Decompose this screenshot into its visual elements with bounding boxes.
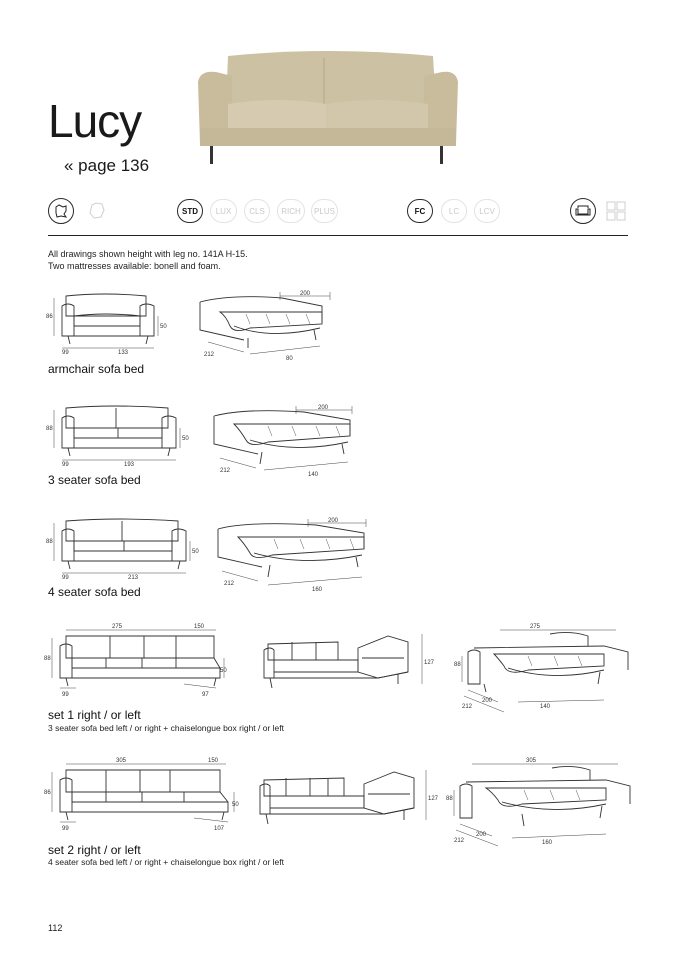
dim-open-width: 275 [530, 624, 541, 630]
dim-open-height: 88 [454, 662, 461, 668]
dim-depth: 99 [62, 826, 69, 832]
dim-depth: 99 [62, 462, 69, 468]
dim-open-depth: 200 [482, 698, 493, 704]
dim-width: 305 [116, 758, 127, 764]
dim-height: 88 [44, 656, 51, 662]
badge-fc: FC [407, 199, 433, 223]
leather-icon [84, 198, 110, 224]
badge-plus: PLUS [311, 199, 338, 223]
section-divider [48, 235, 628, 236]
dim-open-height: 88 [446, 796, 453, 802]
badge-rich: RICH [277, 199, 305, 223]
set-2-box-open-drawing [254, 764, 444, 834]
dim-open-length: 212 [454, 838, 465, 844]
sofa-photo [188, 48, 468, 178]
set-1-box-open-drawing [258, 628, 438, 698]
dim-box-height: 127 [424, 660, 435, 666]
dim-depth: 99 [62, 575, 69, 581]
dim-chaise-depth: 107 [214, 826, 225, 832]
page-number: 112 [48, 923, 63, 933]
dim-bed-width: 140 [308, 472, 319, 478]
three-seater-sofa-bed-drawing [44, 402, 194, 472]
dim-open-length: 212 [224, 581, 235, 587]
dim-height: 88 [46, 426, 53, 432]
dim-bed-length: 200 [328, 518, 339, 524]
dim-height: 86 [46, 314, 53, 320]
dim-open-length: 212 [462, 704, 473, 710]
dim-height: 88 [46, 539, 53, 545]
dim-seat: 50 [192, 549, 199, 555]
three-seater-sofa-bed-open-drawing [204, 402, 364, 482]
armchair-sofa-bed-drawing [44, 288, 174, 358]
dim-chaise: 150 [208, 758, 219, 764]
armchair-sofa-bed-open-drawing [190, 288, 350, 368]
subcaption-set-1: 3 seater sofa bed left / or right + chaiselongue box right / or left [48, 723, 285, 733]
caption-set-2: set 2 right / or left [48, 843, 141, 857]
dim-width: 275 [112, 624, 123, 630]
dim-open-length: 212 [204, 352, 215, 358]
set-1-bed-open-drawing [454, 620, 634, 715]
armchair-icon [570, 198, 596, 224]
product-title: Lucy [48, 95, 142, 147]
dim-chaise-depth: 97 [202, 692, 209, 698]
subcaption-set-2: 4 seater sofa bed left / or right + chaiselongue box right / or left [48, 857, 285, 867]
dim-bed-width: 140 [540, 704, 551, 710]
dim-width: 133 [118, 350, 129, 356]
dim-box-height: 127 [428, 796, 439, 802]
dim-chaise: 150 [194, 624, 205, 630]
drawing-notes [48, 248, 248, 272]
four-seater-sofa-bed-drawing [44, 515, 204, 585]
dim-width: 213 [128, 575, 139, 581]
badge-lc: LC [441, 199, 467, 223]
modular-icon [603, 198, 629, 224]
dim-seat: 50 [160, 324, 167, 330]
dim-bed-length: 200 [300, 291, 311, 297]
caption-three-seater: 3 seater sofa bed [48, 473, 141, 487]
dim-open-depth: 200 [476, 832, 487, 838]
dim-seat: 50 [182, 436, 189, 442]
dim-depth: 99 [62, 692, 69, 698]
badge-std: STD [177, 199, 203, 223]
dim-open-width: 305 [526, 758, 537, 764]
dim-open-length: 212 [220, 468, 231, 474]
four-seater-sofa-bed-open-drawing [208, 515, 378, 595]
dim-bed-width: 160 [542, 840, 553, 846]
badge-lux: LUX [210, 199, 237, 223]
dim-width: 193 [124, 462, 135, 468]
fabric-pattern-icon [48, 198, 74, 224]
set-2-bed-open-drawing [446, 754, 636, 849]
dim-bed-width: 160 [312, 587, 323, 593]
dim-seat: 50 [220, 668, 227, 674]
caption-four-seater: 4 seater sofa bed [48, 585, 141, 599]
set-2-drawing [44, 756, 244, 836]
dim-seat: 50 [232, 802, 239, 808]
dim-depth: 99 [62, 350, 69, 356]
note-line: Two mattresses available: bonell and foam. [48, 261, 221, 271]
badge-lcv: LCV [474, 199, 500, 223]
badge-cls: CLS [244, 199, 270, 223]
caption-set-1: set 1 right / or left [48, 708, 141, 722]
note-line: All drawings shown height with leg no. 141A H-15. [48, 249, 248, 259]
dim-bed-length: 200 [318, 405, 329, 411]
caption-armchair: armchair sofa bed [48, 362, 145, 376]
dim-bed-width: 80 [286, 356, 293, 362]
page-reference: « page 136 [64, 156, 150, 175]
dim-height: 86 [44, 790, 51, 796]
set-1-drawing [44, 622, 234, 702]
